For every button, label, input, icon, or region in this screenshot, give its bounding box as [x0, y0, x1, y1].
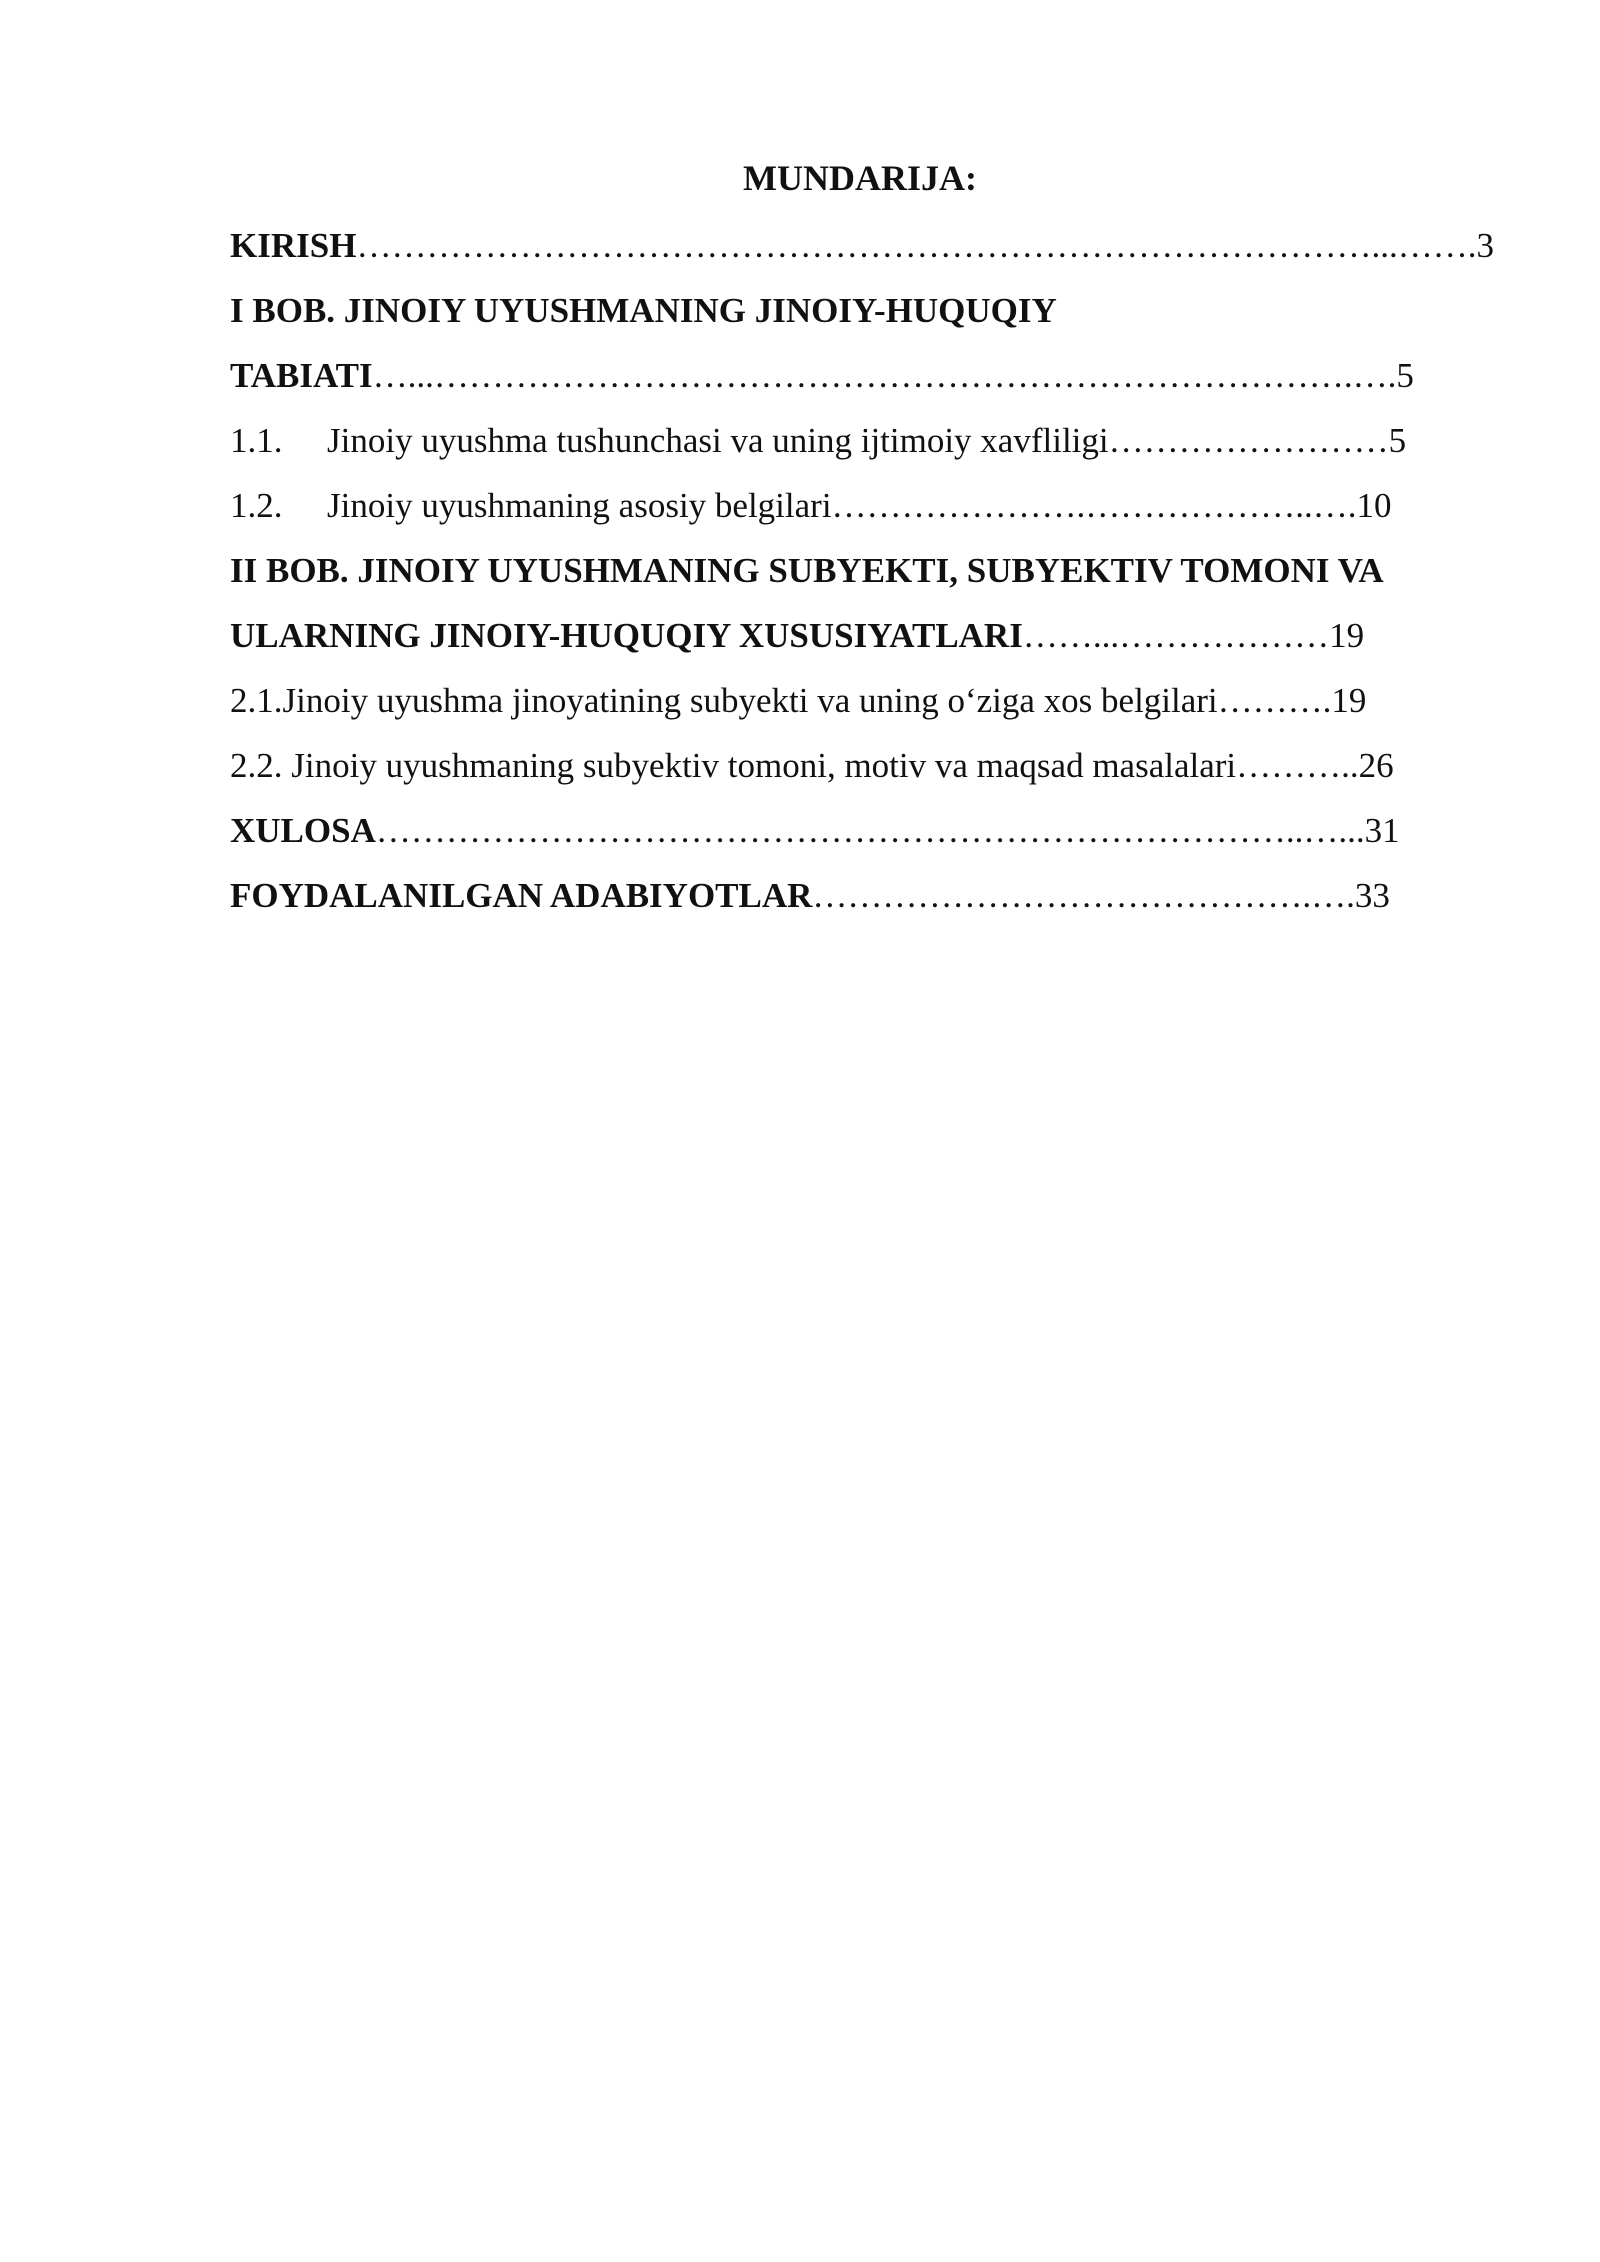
toc-entry-page: 5 — [1396, 356, 1414, 395]
toc-entry-leader: ………. — [1217, 681, 1332, 720]
toc-entry-chapter-2-title[interactable] — [230, 538, 1490, 603]
toc-entry-page: 31 — [1364, 811, 1400, 850]
toc-entry-number: 1.2. — [230, 486, 283, 525]
toc-entry-page: 33 — [1354, 876, 1390, 915]
toc-entry-adabiyotlar[interactable] — [230, 863, 1490, 928]
toc-entry-page: 10 — [1356, 486, 1392, 525]
toc-entry-label: 2.1.Jinoiy uyushma jinoyatining subyekti va uning o‘ziga xos belgilari — [230, 681, 1218, 720]
toc-entry-label: XULOSA — [230, 811, 376, 850]
toc-entry-section-2-1[interactable] — [230, 668, 1490, 733]
toc-entry-page: 3 — [1476, 226, 1494, 265]
toc-entry-leader: ……………………………………………………………………………...……. — [356, 226, 1477, 265]
toc-entry-page: 19 — [1329, 616, 1365, 655]
toc-entry-chapter-2-xususiyatlari[interactable] — [230, 603, 1490, 668]
toc-entry-section-1-1[interactable] — [230, 408, 1490, 473]
toc-entry-label: I BOB. JINOIY UYUSHMANING JINOIY-HUQUQIY — [230, 291, 1057, 330]
table-of-contents — [230, 148, 1494, 928]
toc-entry-page: 19 — [1331, 681, 1367, 720]
toc-entry-leader: ……...……………… — [1022, 616, 1330, 655]
toc-entry-page: 26 — [1358, 746, 1394, 785]
toc-entry-leader: ………………….………………..…. — [831, 486, 1357, 525]
toc-entry-chapter-1-title[interactable] — [230, 278, 1490, 343]
toc-entry-number: 1.1. — [230, 421, 283, 460]
toc-entry-label: Jinoiy uyushma tushunchasi va uning ijtimoiy xavfliligi — [327, 421, 1109, 460]
toc-entry-label: Jinoiy uyushmaning asosiy belgilari — [327, 486, 832, 525]
toc-entry-label: ULARNING JINOIY-HUQUQIY XUSUSIYATLARI — [230, 616, 1023, 655]
toc-entry-label: II BOB. JINOIY UYUSHMANING SUBYEKTI, SUBYEKTIV TOMONI VA — [230, 551, 1384, 590]
toc-entry-leader: …………………………………….…. — [812, 876, 1355, 915]
toc-entry-chapter-1-tabiati[interactable] — [230, 343, 1490, 408]
toc-entry-leader: …………………… — [1108, 421, 1389, 460]
toc-entry-leader: …...…………………………………………………………………….…. — [372, 356, 1397, 395]
toc-entry-kirish[interactable] — [230, 213, 1494, 278]
toc-title: MUNDARIJA: — [743, 158, 977, 198]
toc-entry-label: 2.2. Jinoiy uyushmaning subyektiv tomoni, motiv va maqsad masalalari — [230, 746, 1237, 785]
toc-entry-section-2-2[interactable] — [230, 733, 1490, 798]
toc-entry-section-1-2[interactable] — [230, 473, 1490, 538]
toc-entry-page: 5 — [1388, 421, 1407, 460]
toc-entry-label: TABIATI — [230, 356, 373, 395]
toc-entry-xulosa[interactable] — [230, 798, 1490, 863]
toc-entry-label: FOYDALANILGAN ADABIYOTLAR — [230, 876, 813, 915]
toc-entry-leader: ……………………………………………………………………..…... — [375, 811, 1365, 850]
toc-entry-leader: ……….. — [1236, 746, 1359, 785]
toc-entry-label: KIRISH — [230, 226, 357, 265]
